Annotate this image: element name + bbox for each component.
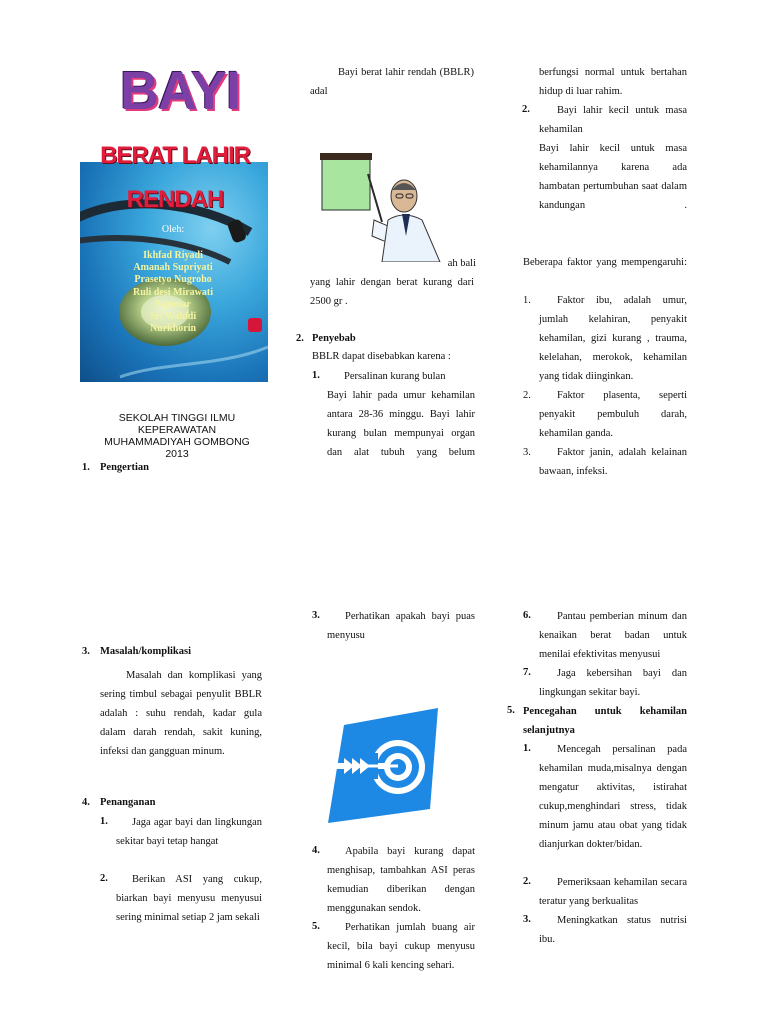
factor-3-text: Faktor janin, adalah kelainan bawaan, infeksi. xyxy=(539,447,687,477)
section-3-number: 3. xyxy=(82,646,90,657)
school-line-2: KEPERAWATAN xyxy=(137,424,217,436)
factor-2-number: 2. xyxy=(523,390,531,401)
section-2-intro: BBLR dapat disebabkan karena : xyxy=(312,351,451,362)
author-4: Ruli desi Mirawati xyxy=(133,287,213,298)
teacher-illustration xyxy=(312,150,444,262)
section-4-item-2: Berikan ASI yang cukup, biarkan bayi menyusu menyusui sering minimal setiap 2 jam sekali xyxy=(116,874,262,923)
prevention-2-number: 2. xyxy=(523,876,531,887)
care-6-text: Pantau pemberian minum dan kenaikan berat badan untuk menilai efektivitas menyusui xyxy=(539,611,687,660)
prevention-3-text: Meningkatkan status nutrisi ibu. xyxy=(539,915,687,945)
intro-text-part-c: yang lahir dengan berat kurang dari 2500 gr . xyxy=(310,277,474,307)
section-3-title: Masalah/komplikasi xyxy=(100,646,192,657)
care-5-text: Perhatikan jumlah buang air kecil, bila bayi cukup menyusu minimal 6 kali kencing sehari. xyxy=(327,922,475,971)
section-3-body: Masalah dan komplikasi yang sering timbul sebagai penyulit BBLR adalah : suhu rendah, kadar gula dalam darah rendah, sakit kuning, infeksi dan gangguan minum. xyxy=(100,670,262,757)
cause-1-body: Bayi lahir pada umur kehamilan antara 28-36 minggu. Bayi lahir kurang bulan mempunyai organ dan alat tubuh yang belum xyxy=(327,390,475,458)
author-5: Ngumar xyxy=(155,299,191,310)
section-1-number: 1. xyxy=(82,462,90,473)
cause-1-title: Persalinan kurang bulan xyxy=(344,371,446,382)
cause-2-number: 2. xyxy=(522,104,530,115)
care-7-text: Jaga kebersihan bayi dan lingkungan sekitar bayi. xyxy=(539,668,687,698)
cover-by-label: Oleh: xyxy=(161,224,185,235)
care-6-number: 6. xyxy=(523,610,531,621)
section-5-number: 5. xyxy=(507,705,515,716)
author-2: Amanah Supriyati xyxy=(133,262,213,273)
care-4-number: 4. xyxy=(312,845,320,856)
factor-2-text: Faktor plasenta, seperti penyakit pembuluh darah, kehamilan ganda. xyxy=(539,390,687,439)
section-4-item-1-number: 1. xyxy=(100,816,108,827)
cause-1-number: 1. xyxy=(312,370,320,381)
prevention-1-text: Mencegah persalinan pada kehamilan muda,misalnya dengan mengatur aktivitas, istirahat cukup,menghindari stress, tidak minum jamu atau obat yang tidak dianjurkan dokter/bidan. xyxy=(539,744,687,850)
school-year: 2013 xyxy=(165,448,189,460)
care-3-number: 3. xyxy=(312,610,320,621)
section-2-title: Penyebab xyxy=(312,333,356,344)
prevention-2-text: Pemeriksaan kehamilan secara teratur yang berkualitas xyxy=(539,877,687,907)
author-3: Prasetyo Nugroho xyxy=(134,274,212,285)
care-7-number: 7. xyxy=(523,667,531,678)
cover-title: BAYI xyxy=(120,61,241,121)
author-1: Ikhfad Riyadi xyxy=(143,250,203,261)
section-4-item-1: Jaga agar bayi dan lingkungan sekitar bayi tetap hangat xyxy=(116,817,262,847)
cause-2-title: Bayi lahir kecil untuk masa kehamilan xyxy=(539,105,687,135)
factors-intro: Beberapa faktor yang mempengaruhi: xyxy=(523,257,687,268)
care-5-number: 5. xyxy=(312,921,320,932)
section-2-number: 2. xyxy=(296,333,304,344)
section-1-title: Pengertian xyxy=(100,462,149,473)
school-line-1: SEKOLAH TINGGI ILMU xyxy=(118,412,236,424)
care-4-text: Apabila bayi kurang dapat menghisap, tambahkan ASI peras kemudian diberikan dengan menggunakan sendok. xyxy=(327,846,475,914)
cause-1-continued: berfungsi normal untuk bertahan hidup di luar rahim. xyxy=(539,67,687,97)
prevention-1-number: 1. xyxy=(523,743,531,754)
intro-text-part-b: ah bali xyxy=(447,258,476,269)
school-name xyxy=(82,412,272,460)
cover-subtitle: BERAT LAHIR RENDAH xyxy=(100,142,250,213)
care-3-text: Perhatikan apakah bayi puas menyusu xyxy=(327,611,475,641)
prevention-3-number: 3. xyxy=(523,914,531,925)
factor-1-number: 1. xyxy=(523,295,531,306)
cause-2-body: Bayi lahir kecil untuk masa kehamilannya karena ada hambatan pertumbuhan saat dalam kandungan . xyxy=(539,143,687,211)
section-4-number: 4. xyxy=(82,797,90,808)
intro-text-part-a: Bayi berat lahir rendah (BBLR) adal xyxy=(310,67,474,97)
section-4-title: Penanganan xyxy=(100,797,156,808)
author-6: Sri Wahidi xyxy=(149,311,197,322)
section-4-item-2-number: 2. xyxy=(100,873,108,884)
author-7: Nurkhorin xyxy=(149,323,197,334)
factor-1-text: Faktor ibu, adalah umur, jumlah kelahiran, penyakit kehamilan, gizi kurang , trauma, kelelahan, merokok, kehamilan yang tidak diinginkan. xyxy=(539,295,687,382)
factor-3-number: 3. xyxy=(523,447,531,458)
section-5-title: Pencegahan untuk kehamilan selanjutnya xyxy=(523,706,687,736)
school-line-3: MUHAMMADIYAH GOMBONG xyxy=(104,436,250,448)
target-icon xyxy=(326,705,448,825)
